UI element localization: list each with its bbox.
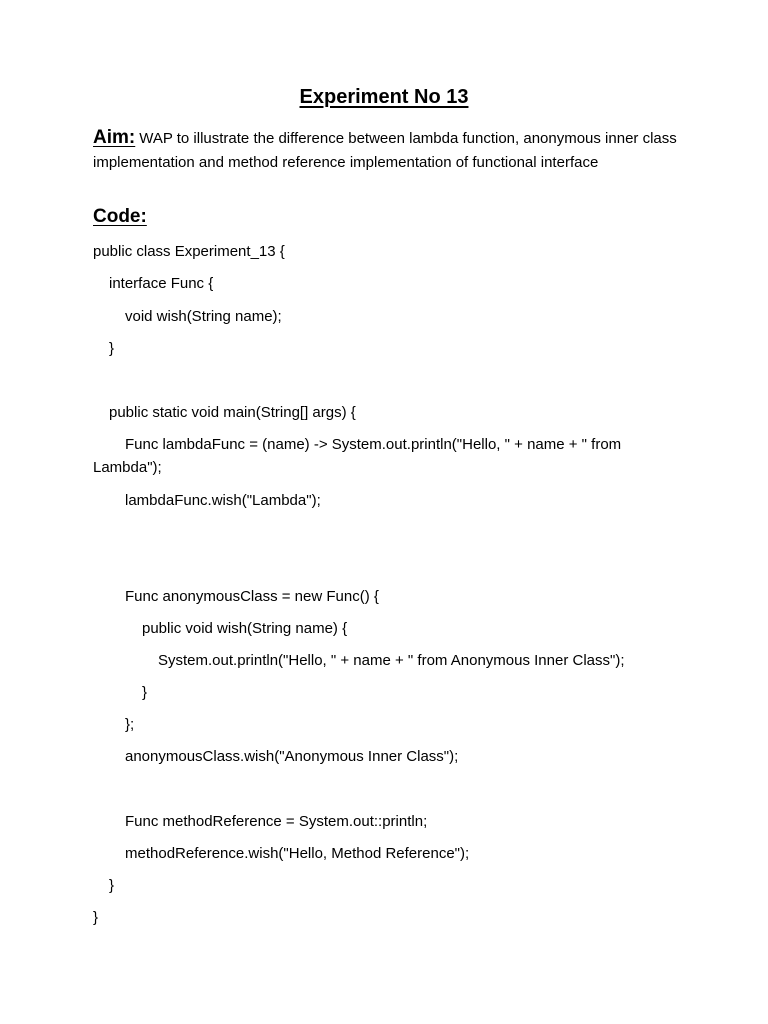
code-line: } bbox=[142, 684, 148, 701]
code-line: interface Func { bbox=[109, 275, 214, 292]
code-line: public static void main(String[] args) { bbox=[109, 404, 356, 421]
page-title bbox=[0, 86, 768, 109]
page-title-text: Experiment No 13 bbox=[299, 86, 469, 108]
code-line: } bbox=[93, 909, 99, 926]
code-line: anonymousClass.wish("Anonymous Inner Class"); bbox=[125, 748, 459, 765]
code-line: } bbox=[109, 340, 115, 357]
code-line: Func methodReference = System.out::println; bbox=[125, 813, 428, 830]
code-line: lambdaFunc.wish("Lambda"); bbox=[125, 492, 321, 509]
aim-label: Aim: bbox=[93, 127, 136, 148]
aim-text: WAP to illustrate the difference between lambda function, anonymous inner class implementation and method reference implementation of functional interface bbox=[93, 130, 677, 171]
code-line: Func anonymousClass = new Func() { bbox=[125, 588, 379, 605]
code-line: System.out.println("Hello, " + name + " from Anonymous Inner Class"); bbox=[158, 652, 625, 669]
code-line: Func lambdaFunc = (name) -> System.out.println("Hello, " + name + " from Lambda"); bbox=[93, 436, 622, 476]
code-line: void wish(String name); bbox=[125, 308, 282, 325]
code-line: }; bbox=[125, 716, 135, 733]
code-line: public void wish(String name) { bbox=[142, 620, 348, 637]
code-line: public class Experiment_13 { bbox=[93, 243, 285, 260]
code-line: } bbox=[109, 877, 115, 894]
code-heading: Code: bbox=[93, 206, 147, 227]
aim-section bbox=[93, 126, 683, 174]
code-line: methodReference.wish("Hello, Method Reference"); bbox=[125, 845, 470, 862]
